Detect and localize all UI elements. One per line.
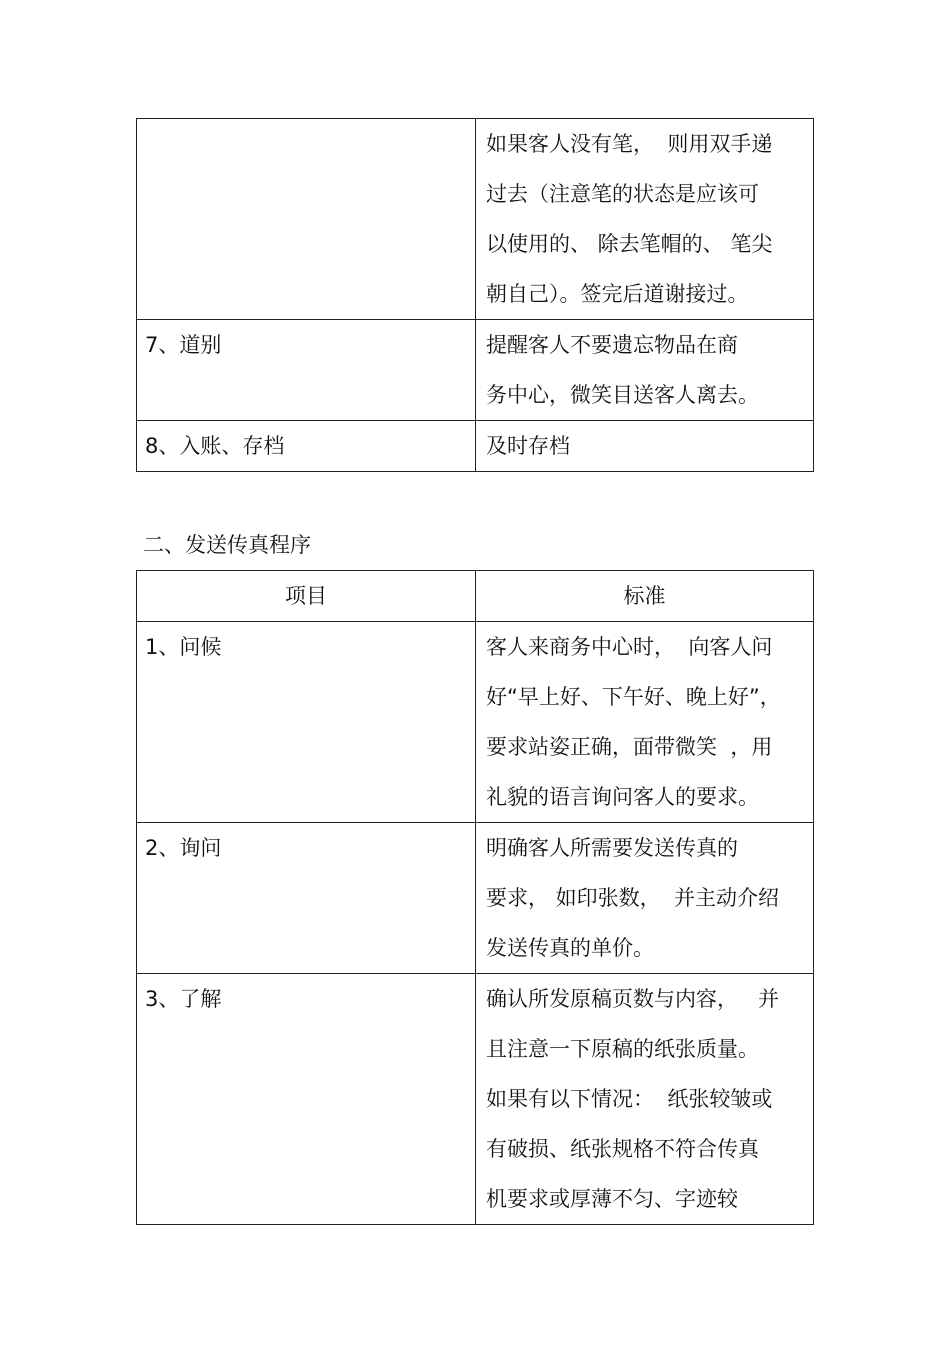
step-label: 1、问候 bbox=[145, 635, 222, 659]
standard-line: 且注意一下原稿的纸张质量。 bbox=[486, 1037, 759, 1061]
table-row bbox=[137, 119, 814, 320]
standard-cell bbox=[476, 421, 814, 472]
step-label: 8、入账、存档 bbox=[145, 434, 285, 458]
table-row bbox=[137, 974, 814, 1225]
step-label bbox=[137, 119, 475, 169]
standard-line: 务中心，微笑目送客人离去。 bbox=[486, 383, 759, 407]
standard-line: 明确客人所需要发送传真的 bbox=[486, 836, 738, 860]
step-label: 7、道别 bbox=[145, 333, 222, 357]
standard-cell bbox=[476, 622, 814, 823]
standard-line: 要求， 如印张数， 并主动介绍 bbox=[486, 886, 780, 910]
standard-cell bbox=[476, 974, 814, 1225]
standard-line: 有破损、纸张规格不符合传真 bbox=[486, 1137, 759, 1161]
column-header-standard: 标准 bbox=[476, 571, 814, 622]
standard-line: 机要求或厚薄不匀、字迹较 bbox=[486, 1187, 738, 1211]
step-cell bbox=[137, 622, 476, 823]
standard-line: 发送传真的单价。 bbox=[486, 936, 654, 960]
standard-line: 过去（注意笔的状态是应该可 bbox=[486, 182, 759, 206]
table-row bbox=[137, 823, 814, 974]
column-header-item: 项目 bbox=[137, 571, 476, 622]
standard-cell bbox=[476, 320, 814, 421]
standard-line: 礼貌的语言询问客人的要求。 bbox=[486, 785, 759, 809]
fax-procedure-table bbox=[136, 570, 814, 1225]
step-label: 2、询问 bbox=[145, 836, 222, 860]
standard-line: 客人来商务中心时， 向客人问 bbox=[486, 635, 773, 659]
standard-line: 如果有以下情况： 纸张较皱或 bbox=[486, 1087, 773, 1111]
standard-line: 以使用的、 除去笔帽的、 笔尖 bbox=[486, 232, 773, 256]
step-cell bbox=[137, 421, 476, 472]
standard-cell bbox=[476, 823, 814, 974]
standard-line: 确认所发原稿页数与内容， 并 bbox=[486, 987, 780, 1011]
section-title: 二、发送传真程序 bbox=[143, 533, 311, 557]
step-cell bbox=[137, 320, 476, 421]
standard-line: 朝自己）。签完后道谢接过。 bbox=[486, 282, 749, 306]
standard-cell bbox=[476, 119, 814, 320]
standard-line: 及时存档 bbox=[486, 434, 570, 458]
standard-line: 提醒客人不要遗忘物品在商 bbox=[486, 333, 738, 357]
standard-line: 要求站姿正确，面带微笑 ，用 bbox=[486, 735, 773, 759]
step-cell bbox=[137, 823, 476, 974]
standard-line: 如果客人没有笔， 则用双手递 bbox=[486, 132, 773, 156]
table-row bbox=[137, 622, 814, 823]
table-row bbox=[137, 320, 814, 421]
table-row bbox=[137, 421, 814, 472]
standard-line: 好“早上好、下午好、晚上好”， bbox=[486, 685, 781, 709]
step-label: 3、了解 bbox=[145, 987, 222, 1011]
table-header-row bbox=[137, 571, 814, 622]
step-cell bbox=[137, 119, 476, 320]
step-cell bbox=[137, 974, 476, 1225]
procedure-table-continued bbox=[136, 118, 814, 472]
